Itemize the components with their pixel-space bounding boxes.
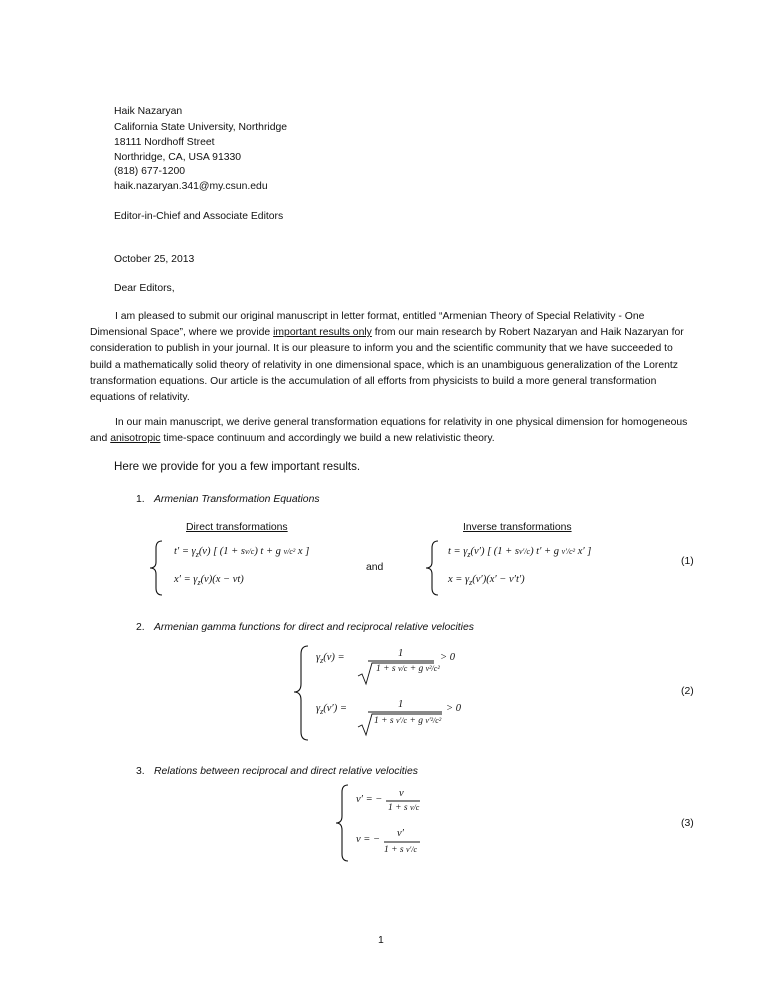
paragraph-2-text-b: time-space continuum and accordingly we build a new relativistic theory. [160, 433, 495, 445]
equation-gamma-recip-num: 1 [398, 699, 404, 710]
brace-eq3 [336, 785, 348, 861]
and-label: and [366, 562, 384, 573]
equation-number-2: (2) [681, 686, 694, 697]
equation-gamma-direct-ineq: > 0 [440, 652, 455, 663]
brace-eq1-inverse [426, 541, 438, 595]
paragraph-1-emphasis: important results only [273, 327, 372, 339]
radical-gamma-direct [358, 663, 434, 684]
equation-v-lhs: v = − [356, 834, 381, 845]
result-item-1-label: Armenian Transformation Equations [154, 494, 320, 505]
paragraph-2-emphasis: anisotropic [110, 433, 161, 445]
equation-gamma-direct-num: 1 [398, 648, 404, 659]
sender-email: haik.nazaryan.341@my.csun.edu [114, 181, 268, 192]
letter-date: October 25, 2013 [114, 254, 195, 265]
recipient: Editor-in-Chief and Associate Editors [114, 211, 284, 222]
brace-eq1-direct [150, 541, 162, 595]
salutation: Dear Editors, [114, 283, 175, 294]
radical-gamma-recip [358, 714, 442, 735]
inverse-transformations-label: Inverse transformations [463, 522, 572, 533]
sender-name: Haik Nazaryan [114, 106, 183, 117]
paragraph-2-text-a: In our main manuscript, we derive general transformation equations for relativity in one physical dimension for homogeneous and [90, 417, 688, 445]
results-heading: Here we provide for you a few important results. [114, 460, 361, 473]
result-item-2-number: 2. [136, 622, 145, 633]
equation-gamma-recip-ineq: > 0 [446, 703, 461, 714]
equation-v-num: v′ [397, 828, 404, 839]
result-item-1-number: 1. [136, 494, 145, 505]
direct-transformations-label: Direct transformations [186, 522, 288, 533]
equation-gamma-recip-den: 1 + s v′/c + g v′²/c² [374, 716, 442, 726]
equation-direct-t: $t' = \gamma_z(v)$ [ (1 + sv/c) t + g v/c² x ] [174, 546, 310, 560]
page-number: 1 [378, 935, 384, 946]
equation-vprime-num: v [399, 788, 404, 799]
result-item-2-label: Armenian gamma functions for direct and reciprocal relative velocities [154, 622, 474, 633]
equation-v-den: 1 + s v′/c [384, 845, 418, 855]
result-item-3-number: 3. [136, 766, 145, 777]
brace-eq2 [294, 646, 308, 740]
sender-phone: (818) 677-1200 [114, 166, 186, 177]
paragraph-1-text-b: from our main research by Robert Nazaryan and Haik Nazaryan for consideration to publish in your journal. It is our pleasure to inform you and the scientific community that we have succeeded to build a mathematically solid theory of relativity in one dimensional space, which is an unambiguous generalization of the Lorentz transformation equations. Our article is the accumulation of all efforts from physicists to build a more general transformation equations of relativity. [90, 327, 684, 404]
equation-vprime-den: 1 + s v/c [388, 803, 420, 813]
result-item-3-label: Relations between reciprocal and direct relative velocities [154, 766, 418, 777]
equation-number-3: (3) [681, 818, 694, 829]
paragraph-1-text-a: I am pleased to submit our original manuscript in letter format, entitled “Armenian Theory of Special Relativity - One Dimensional Space”, where we provide [90, 311, 645, 339]
sender-street: 18111 Nordhoff Street [114, 137, 215, 148]
equation-inverse-t: $t = \gamma_z(v')$ [ (1 + sv′/c) t′ + g v′/c² x′ ] [448, 546, 592, 560]
equation-vprime-lhs: v′ = − [356, 794, 383, 805]
equation-gamma-direct-den: 1 + s v/c + g v²/c² [376, 664, 440, 674]
equation-inverse-x: $x = \gamma_z(v')(x' - v't')$ [448, 574, 525, 588]
sender-city: Northridge, CA, USA 91330 [114, 152, 242, 163]
equation-number-1: (1) [681, 556, 694, 567]
equation-direct-x: $x' = \gamma_z(v)(x - vt)$ [174, 574, 244, 588]
sender-institution: California State University, Northridge [114, 122, 288, 133]
equation-gamma-direct-lhs: $\gamma_z(v)$ = [316, 652, 345, 666]
equation-gamma-recip-lhs: $\gamma_z(v')$ = [316, 703, 347, 717]
